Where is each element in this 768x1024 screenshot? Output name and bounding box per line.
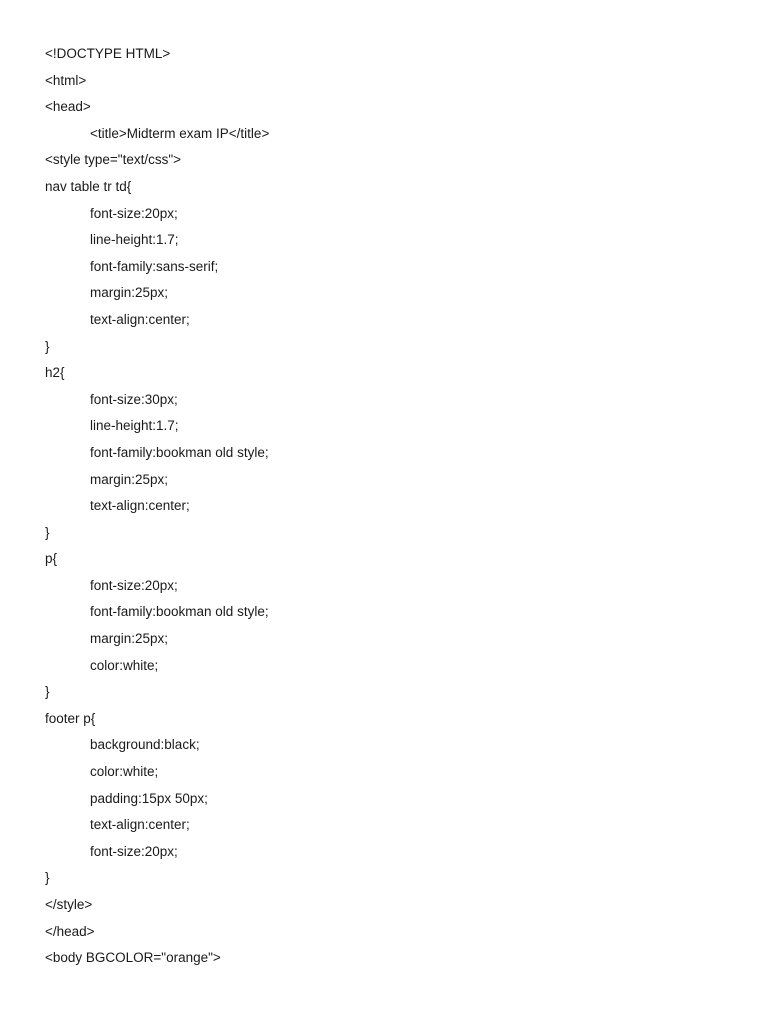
code-line: </style> [45, 897, 93, 912]
code-line: margin:25px; [90, 631, 169, 647]
code-line: text-align:center; [90, 498, 190, 514]
code-line: margin:25px; [90, 285, 169, 301]
code-line: h2{ [45, 365, 65, 381]
code-line: <style type="text/css"> [45, 152, 182, 168]
code-line: color:white; [90, 764, 159, 780]
code-line: font-family:bookman old style; [90, 604, 269, 620]
code-line: color:white; [90, 657, 159, 673]
code-line: font-size:30px; [90, 391, 178, 407]
code-line: </head> [45, 923, 95, 939]
code-line: margin:25px; [90, 471, 169, 487]
code-line: line-height:1.7; [90, 418, 179, 434]
code-line: <html> [45, 72, 87, 88]
code-line: background:black; [90, 737, 200, 753]
code-line: font-family:sans-serif; [90, 258, 219, 274]
code-line: <!DOCTYPE HTML> [45, 46, 171, 61]
code-line: p{ [45, 551, 58, 567]
code-line: } [45, 524, 50, 540]
code-line: font-size:20px; [90, 843, 178, 859]
code-line: } [45, 338, 50, 354]
code-line: <body BGCOLOR="orange"> [45, 950, 221, 966]
code-listing [45, 44, 745, 975]
code-line: nav table tr td{ [45, 178, 132, 194]
code-line: line-height:1.7; [90, 232, 179, 248]
code-line: text-align:center; [90, 817, 190, 833]
code-line: } [45, 870, 50, 886]
code-line: font-family:bookman old style; [90, 444, 269, 460]
code-line: font-size:20px; [90, 577, 178, 593]
code-line: <title>Midterm exam IP</title> [90, 125, 270, 141]
code-line: } [45, 684, 50, 700]
code-line: text-align:center; [90, 311, 190, 327]
code-line: font-size:20px; [90, 205, 178, 221]
code-line: padding:15px 50px; [90, 790, 208, 806]
code-line: footer p{ [45, 710, 96, 726]
code-line: <head> [45, 99, 91, 115]
